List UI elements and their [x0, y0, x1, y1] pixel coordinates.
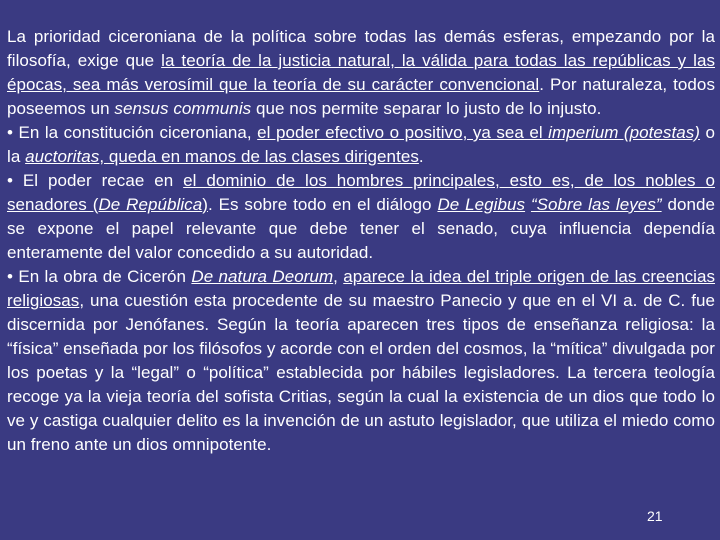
intro-text-2: . Por naturaleza, todos poseemos un — [7, 75, 715, 118]
bullet2-text-1: • El poder recae en — [7, 171, 184, 190]
bullet1-text-2: o la — [7, 123, 715, 166]
bullet3-text-3: , una cuestión esta procedente de su maestro Panecio y que en el VI a. de C. fue discernida por Jenófanes. Según la teoría aparecen tres tipos de enseñanza religiosa: la “física” enseñada por los filósofos y acorde con el orden del cosmos, la “mítica” divulgada por los poetas y la “legal” o “política” establecida por hábiles legisladores. La tercera teología recoge ya la vieja teoría del sofista Critias, según la cual la existencia de un dios que todo lo ve y castiga cualquier delito es la invención de un astuto legislador, que utiliza el miedo como un freno ante un dios omnipotente. — [7, 291, 715, 454]
bullet3-text-1: • En la obra de Cicerón — [7, 267, 192, 286]
bullet3-text-2: , — [333, 267, 344, 286]
bullet1-italic-imperium: imperium (potestas) — [548, 123, 701, 142]
intro-paragraph — [7, 25, 715, 121]
bullet-constitution — [7, 121, 715, 169]
bullet1-underlined-ruling-classes: , queda en manos de las clases dirigentes — [99, 147, 419, 166]
bullet1-text-1: • En la constitución ciceroniana, — [7, 123, 258, 142]
bullet1-italic-auctoritas: auctoritas — [25, 147, 100, 166]
bullet1-underlined-power: el poder efectivo o positivo, ya sea el — [257, 123, 549, 142]
bullet2-underlined-paren: ) — [202, 195, 208, 214]
bullet2-italic-de-republica: De República — [98, 195, 203, 214]
bullet2-italic-sobre-las-leyes: “Sobre las leyes” — [530, 195, 662, 214]
intro-italic-sensus-communis: sensus communis — [114, 99, 252, 118]
bullet2-text-4: donde se expone el papel relevante que debe tener el senado, cuya influencia dependía enteramente del valor concedido a su autoridad. — [7, 195, 716, 262]
intro-text-1: La prioridad ciceroniana de la política sobre todas las demás esferas, empezando por la filosofía, exige que — [7, 27, 715, 70]
intro-text-3: que nos permite separar lo justo de lo injusto. — [251, 99, 602, 118]
bullet-de-natura-deorum — [7, 265, 715, 457]
slide-body-text — [7, 25, 715, 457]
bullet-power — [7, 169, 715, 265]
bullet2-underlined-domain: el dominio de los hombres principales, esto es, de los nobles o senadores ( — [7, 171, 715, 214]
bullet2-text-2: . Es sobre todo en el diálogo — [207, 195, 438, 214]
intro-underlined-natural-justice: la teoría de la justicia natural, la válida para todas las repúblicas y las épocas, sea más verosímil que la teoría de su carácter convencional — [7, 51, 715, 94]
bullet1-text-3: . — [418, 147, 424, 166]
bullet3-underlined-triple-origin: aparece la idea del triple origen de las creencias religiosas — [7, 267, 716, 310]
bullet3-italic-de-natura-deorum: De natura Deorum — [191, 267, 334, 286]
page-number: 21 — [647, 508, 663, 524]
bullet2-italic-de-legibus: De Legibus — [437, 195, 526, 214]
